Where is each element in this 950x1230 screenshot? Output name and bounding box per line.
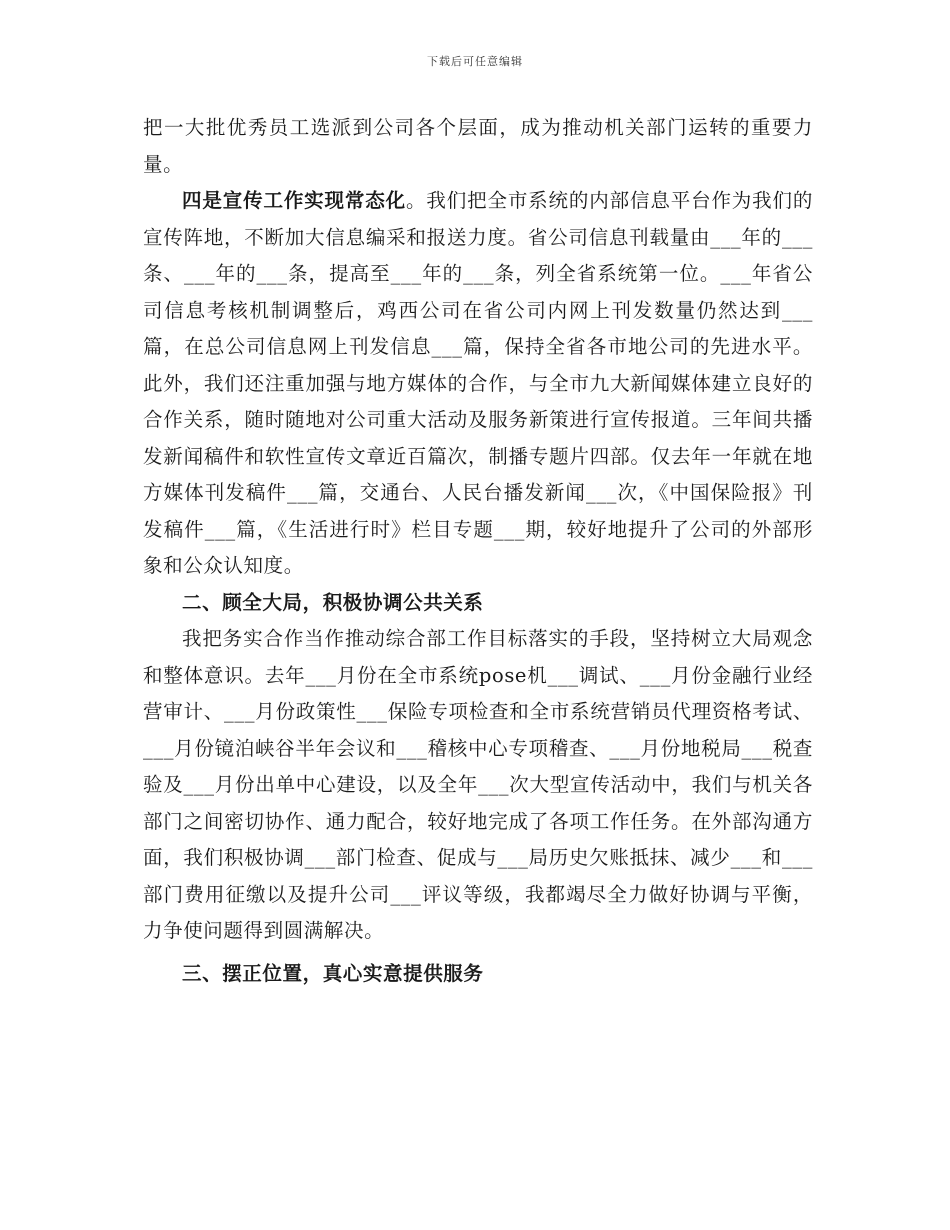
section-heading-3: 三、摆正位置，真心实意提供服务 — [182, 961, 484, 985]
paragraph-coordination: 我把务实合作当作推动综合部工作目标落实的手段，坚持树立大局观念和整体意识。去年___月份在全市系统pose机___调试、___月份金融行业经营审计、___月份政策性___保险专项检查和全市系统营销员代理资格考试、___月份镜泊峡谷半年会议和___稽核中心专项稽查、___月份地税局___税查验及___月份出单中心建设，以及全年___次大型宣传活动中，我们与机关各部门之间密切协作、通力配合，较好地完成了各项工作任务。在外部沟通方面，我们积极协调___部门检查、促成与___局历史欠账抵抹、减少___和___部门费用征缴以及提升公司___评议等级，我都竭尽全力做好协调与平衡，力争使问题得到圆满解决。 — [143, 627, 813, 942]
paragraph-publicity — [143, 183, 813, 585]
paragraph-continuation: 把一大批优秀员工选派到公司各个层面，成为推动机关部门运转的重要力量。 — [143, 116, 813, 176]
page-header: 下载后可任意编辑 — [427, 55, 523, 68]
document-body — [143, 110, 813, 992]
paragraph-body: 。我们把全市系统的内部信息平台作为我们的宣传阵地，不断加大信息编采和报送力度。省公司信息刊载量由___年的___条、___年的___条，提高至___年的___条，列全省系统第一位。___年省公司信息考核机制调整后，鸡西公司在省公司内网上刊发数量仍然达到___篇，在总公司信息网上刊发信息___篇，保持全省各市地公司的先进水平。此外，我们还注重加强与地方媒体的合作，与全市九大新闻媒体建立良好的合作关系，随时随地对公司重大活动及服务新策进行宣传报道。三年间共播发新闻稿件和软性宣传文章近百篇次，制播专题片四部。仅去年一年就在地方媒体刊发稿件___篇，交通台、人民台播发新闻___次，《中国保险报》刊发稿件___篇，《生活进行时》栏目专题___期，较好地提升了公司的外部形象和公众认知度。 — [143, 189, 814, 577]
section-heading-2: 二、顾全大局，积极协调公共关系 — [182, 590, 484, 614]
paragraph-lead-bold: 四是宣传工作实现常态化 — [182, 189, 406, 212]
